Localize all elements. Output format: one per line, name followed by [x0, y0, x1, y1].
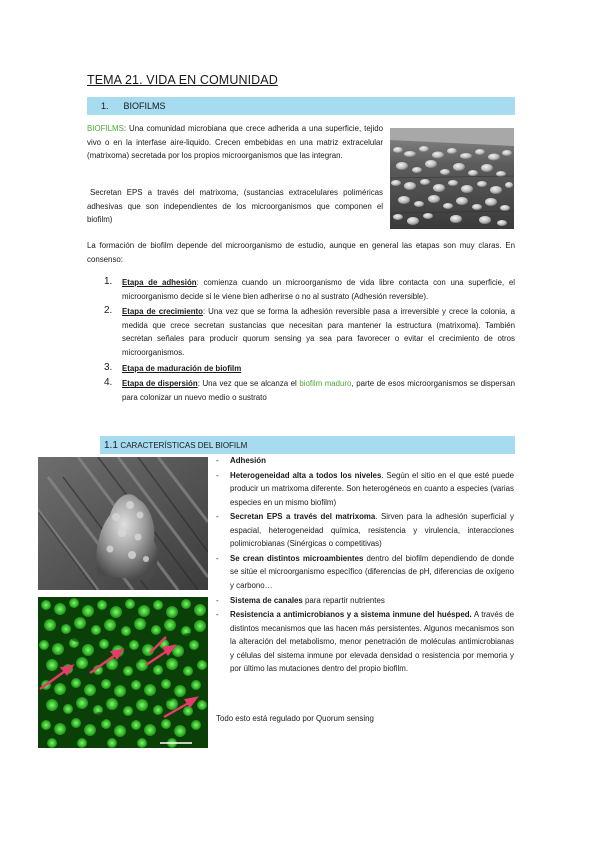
section-banner-caracteristicas: [100, 436, 515, 454]
step-number: 2.: [104, 305, 113, 317]
characteristic-title: Se crean distintos microambientes: [230, 554, 364, 564]
biofilm-maduro-term: biofilm maduro: [299, 379, 352, 389]
characteristic-text: dentro del biofilm dependiendo de donde se sitúe el microorganismo específico (diferencias de pH, diferencias de oxígeno y carbono…: [230, 554, 515, 590]
characteristic-item: [216, 454, 514, 467]
characteristic-item: [216, 552, 514, 592]
step-text: : Una vez que se alcanza el: [197, 379, 300, 389]
formation-steps-list: [104, 276, 515, 406]
characteristic-title: Secretan EPS a través del matrixoma: [230, 512, 376, 522]
intro-paragraph: [87, 122, 383, 163]
step-label: Etapa de crecimiento: [122, 307, 203, 317]
characteristic-title: Sistema de canales: [230, 595, 303, 605]
section-label: BIOFILMS: [123, 101, 166, 111]
characteristic-text: A través de distintos mecanismos que las hacen más persistentes. Algunos mecanismos son la alteración del metabolismo, menor penetración de moléculas antimicrobianas y células del sistema inmune por elevada densidad o resistencia por memoria y por último las mutaciones dentro del propio biofilm.: [230, 610, 514, 674]
section-banner-biofilms: [87, 97, 515, 115]
section-label: CARACTERÍSTICAS DEL BIOFILM: [120, 441, 248, 450]
step-4: [104, 377, 515, 404]
characteristic-text: . Según el sitio en el que esté puede producir un matrixoma diferente. Son heterogéneos en cuanto a especies (varias especies en un mismo biofilm): [230, 470, 514, 507]
step-2: [104, 305, 515, 359]
step-text: : Una vez que se forma la adhesión reversible pasa a irreversible y crece la colonia, a medida que crece secretan sustancias que necesitan para mantener la estructura (matrixoma). También secretan señales para producir quorum sensing ya sea para favorecer o evitar el crecimiento de otros microorganismos.: [122, 307, 515, 357]
section-number: 1.: [101, 101, 109, 111]
sem-colony-image: [38, 457, 208, 590]
characteristic-item: [216, 594, 514, 607]
step-1: [104, 276, 515, 303]
characteristics-list: [216, 454, 514, 677]
intro-text: : Una comunidad microbiana que crece adherida a una superficie, tejido vivo o en la interfase aire-liquido. Crecen embebidas en una matriz extracelular (matrixoma) secretada por los propios microorganismos que las integran.: [87, 124, 383, 161]
step-text: , parte de esos microorganismos se dispersan para colonizar un nuevo medio o sustrato: [122, 379, 515, 402]
formation-paragraph: La formación de biofilm depende del microorganismo de estudio, aunque en general las etapas son muy claras. En consenso:: [87, 241, 515, 264]
biofilms-term: BIOFILMS: [87, 124, 124, 133]
step-3: [104, 361, 515, 376]
step-number: 4.: [104, 377, 113, 389]
fluorescence-image: [38, 597, 208, 748]
characteristic-item: [216, 608, 514, 675]
step-number: 1.: [104, 276, 113, 287]
step-number: 3.: [104, 361, 113, 373]
eps-paragraph: Secretan EPS a través del matrixoma, (sustancias extracelulares poliméricas adhesivas que son independientes de los microorganismos que componen el biofilm): [87, 188, 383, 225]
characteristic-title: Adhesión: [230, 456, 266, 465]
step-label: Etapa de adhesión: [122, 278, 197, 287]
characteristic-text: . Sirven para la adhesión superficial y espacial, heterogeneidad química, resistencia y virulencia, interacciones polimicrobianas (Sinérgicas o competitivas): [230, 512, 514, 549]
characteristic-text: para repartir nutrientes: [302, 595, 385, 605]
quorum-sensing-note: Todo esto está regulado por Quorum sensing: [216, 714, 374, 723]
step-label: Etapa de maduración de biofilm: [122, 363, 242, 373]
sem-biofilm-image: [390, 128, 514, 229]
step-label: Etapa de dispersión: [122, 379, 198, 389]
characteristic-title: Resistencia a antimicrobianos y a sistema inmune del huésped.: [230, 610, 472, 620]
step-text: : comienza cuando un microorganismo de vida libre contacta con una superficie, el microorganismo decide si le viene bien adherirse o no al sustrato (Adhesión reversible).: [122, 278, 515, 301]
page-title: TEMA 21. VIDA EN COMUNIDAD: [87, 73, 278, 87]
section-number: 1.1: [104, 440, 118, 451]
characteristic-title: Heterogeneidad alta a todos los niveles: [230, 470, 382, 480]
characteristic-item: [216, 510, 514, 550]
characteristic-item: [216, 469, 514, 509]
